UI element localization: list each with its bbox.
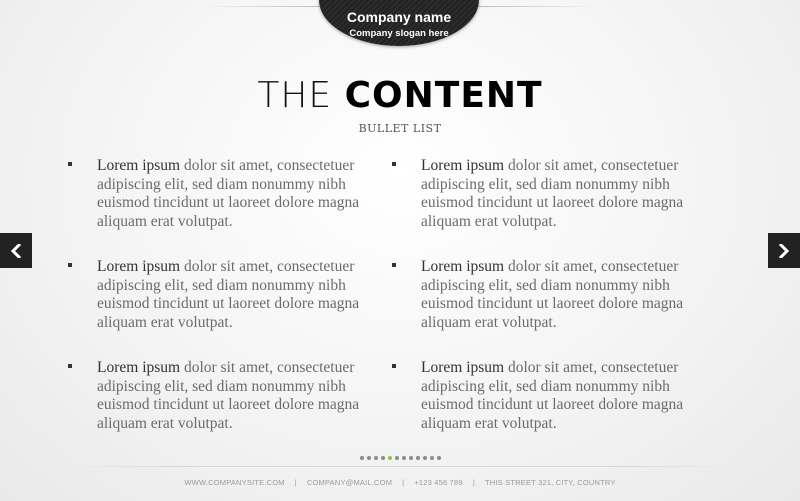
pagination-dot[interactable] [402,456,406,460]
footer-phone: +123 456 789 [414,478,463,487]
pagination-dot-active[interactable] [388,456,392,460]
list-item-lead: Lorem ipsum [97,359,181,376]
bullet-column-right [390,157,710,460]
footer-separator: | [402,478,405,487]
company-name: Company name [346,9,452,25]
pagination-dots [360,456,441,460]
footer-email[interactable]: COMPANY@MAIL.COM [306,478,393,487]
page-subtitle: BULLET LIST [358,122,442,135]
list-item [66,258,386,359]
pagination-dot[interactable] [430,456,434,460]
title-part-thin: THE [257,75,345,116]
chevron-right-icon [778,244,790,258]
list-item-lead: Lorem ipsum [97,157,181,174]
list-item-text [97,359,392,433]
bullet-icon [392,162,396,166]
pagination-dot[interactable] [360,456,364,460]
list-item-body: dolor sit amet, consectetuer adipiscing elit, sed diam nonummy nibh euismod tincidunt ut laoreet dolore magna aliquam erat volutpat. [97,157,360,230]
bullet-icon [392,263,396,267]
title-part-bold: CONTENT [344,75,543,116]
list-item-lead: Lorem ipsum [421,258,505,275]
list-item-body: dolor sit amet, consectetuer adipiscing elit, sed diam nonummy nibh euismod tincidunt ut laoreet dolore magna aliquam erat volutpat. [97,359,360,432]
list-item-text [421,258,716,332]
list-item-text [421,157,716,231]
list-item [390,258,710,359]
bullet-icon [68,364,72,368]
bullet-icon [68,263,72,267]
bullet-column-left [66,157,386,460]
list-item [66,359,386,460]
footer-divider [70,466,730,467]
list-item [390,157,710,258]
list-item-body: dolor sit amet, consectetuer adipiscing elit, sed diam nonummy nibh euismod tincidunt ut laoreet dolore magna aliquam erat volutpat. [97,258,360,331]
pagination-dot[interactable] [437,456,441,460]
pagination-dot[interactable] [423,456,427,460]
footer-website[interactable]: WWW.COMPANYSITE.COM [184,478,285,487]
company-slogan: Company slogan here [349,28,449,39]
list-item-body: dolor sit amet, consectetuer adipiscing elit, sed diam nonummy nibh euismod tincidunt ut laoreet dolore magna aliquam erat volutpat. [421,359,684,432]
list-item-text [421,359,716,433]
list-item-body: dolor sit amet, consectetuer adipiscing elit, sed diam nonummy nibh euismod tincidunt ut laoreet dolore magna aliquam erat volutpat. [421,157,684,230]
page-title [0,76,800,116]
chevron-left-icon [10,244,22,258]
list-item [66,157,386,258]
pagination-dot[interactable] [395,456,399,460]
next-slide-button[interactable] [768,233,800,268]
list-item [390,359,710,460]
footer-separator: | [472,478,475,487]
list-item-text [97,258,392,332]
footer-separator: | [294,478,297,487]
list-item-lead: Lorem ipsum [97,258,181,275]
list-item-lead: Lorem ipsum [421,157,505,174]
pagination-dot[interactable] [367,456,371,460]
company-badge [319,0,479,46]
pagination-dot[interactable] [381,456,385,460]
list-item-lead: Lorem ipsum [421,359,505,376]
bullet-icon [392,364,396,368]
footer [0,478,800,487]
previous-slide-button[interactable] [0,233,32,268]
footer-address: THIS STREET 321, CITY, COUNTRY [484,478,616,487]
bullet-icon [68,162,72,166]
list-item-body: dolor sit amet, consectetuer adipiscing elit, sed diam nonummy nibh euismod tincidunt ut laoreet dolore magna aliquam erat volutpat. [421,258,684,331]
pagination-dot[interactable] [374,456,378,460]
pagination-dot[interactable] [409,456,413,460]
pagination-dot[interactable] [416,456,420,460]
list-item-text [97,157,392,231]
